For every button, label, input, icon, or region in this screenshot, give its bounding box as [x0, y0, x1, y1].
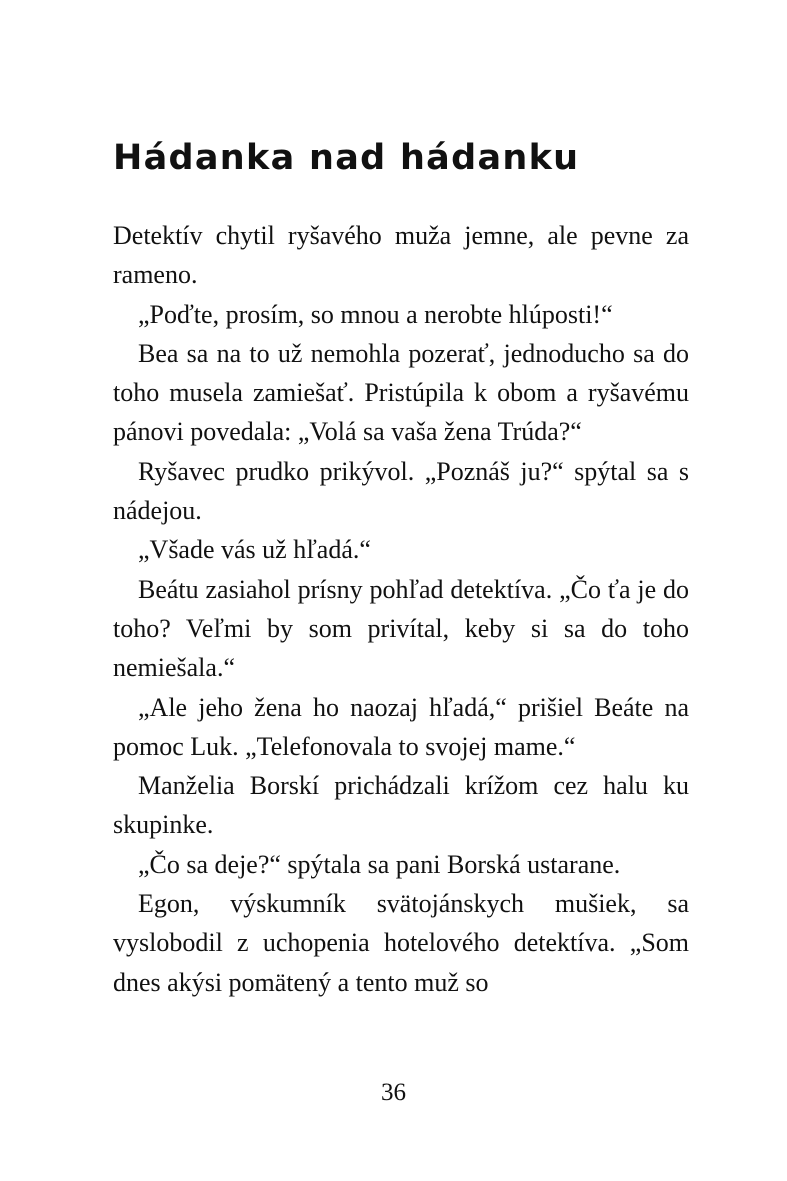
- paragraph-1: Detektív chytil ryšavého muža jemne, ale pevne za rameno.: [113, 221, 689, 290]
- page-number: 36: [381, 1079, 406, 1106]
- body-text: [113, 216, 689, 1002]
- paragraph-7: „Ale jeho žena ho naozaj hľadá,“ prišiel Beáte na pomoc Luk. „Telefonovala to svojej mame.“: [113, 692, 689, 761]
- paragraph-3: Bea sa na to už nemohla pozerať, jednoducho sa do toho musela zamiešať. Pristúpila k obom a ryšavému pánovi povedala: „Volá sa vaša žena Trúda?“: [113, 338, 689, 447]
- chapter-title: Hádanka nad hádanku: [113, 138, 580, 178]
- paragraph-5: „Všade vás už hľadá.“: [138, 535, 371, 565]
- paragraph-8: Manželia Borskí prichádzali krížom cez halu ku skupinke.: [113, 771, 689, 840]
- paragraph-4: Ryšavec prudko prikývol. „Poznáš ju?“ spýtal sa s nádejou.: [113, 456, 689, 526]
- paragraph-2: „Poďte, prosím, so mnou a nerobte hlúposti!“: [138, 299, 613, 329]
- paragraph-10: Egon, výskumník svätojánskych mušiek, sa vyslobodil z uchopenia hotelového detektíva. „Som dnes akýsi pomätený a tento muž so: [113, 889, 689, 997]
- paragraph-6: Beátu zasiahol prísny pohľad detektíva. „Čo ťa je do toho? Veľmi by som privítal, keby si sa do toho nemiešala.“: [113, 574, 689, 683]
- paragraph-9: „Čo sa deje?“ spýtala sa pani Borská ustarane.: [138, 849, 621, 879]
